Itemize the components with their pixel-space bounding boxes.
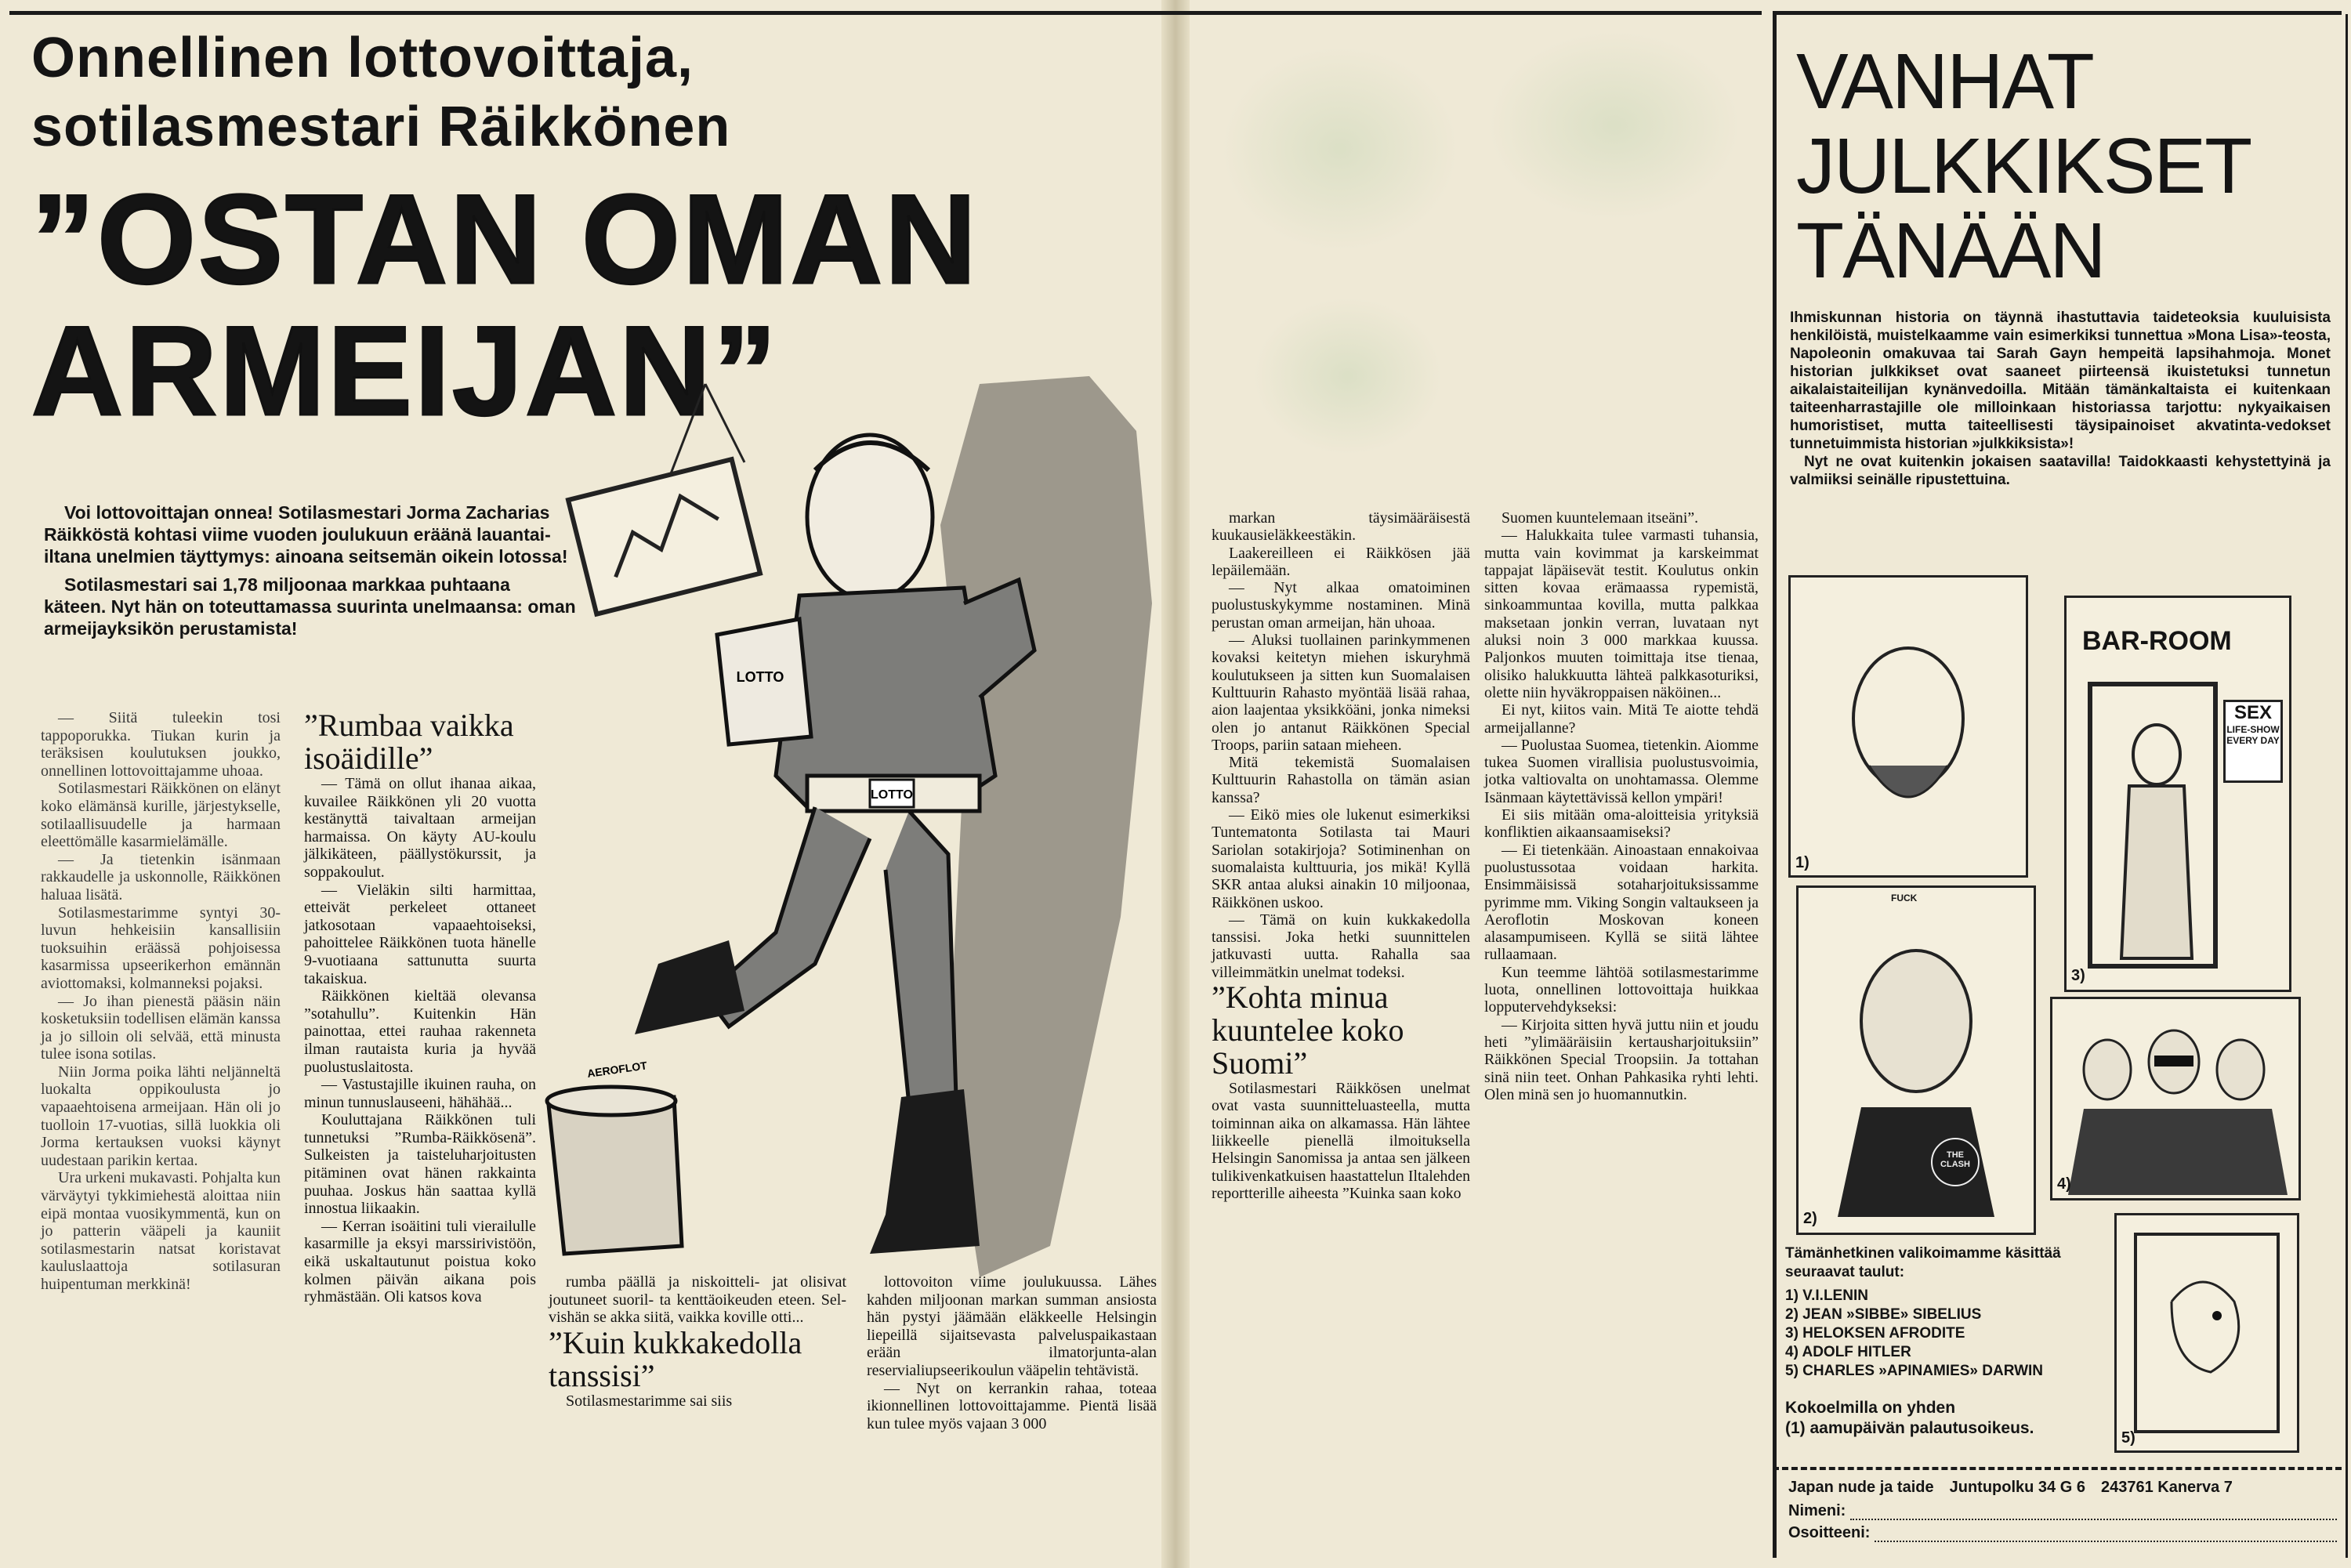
body-paragraph: Sotilasmestari Räikkönen on elänyt koko elämänsä kurille, järjestykselle, sotilaallisuudelle ja harmaan eleettömälle kasarmielämälle.: [41, 780, 281, 851]
bin-label: AEROFLOT: [586, 1059, 648, 1080]
frame-number: 3): [2071, 967, 2085, 984]
intro-paragraph: Sotilasmestari sai 1,78 miljoonaa markkaa puhtaana käteen. Nyt hän on toteuttamassa suurinta unelmaansa: oman armeijayksikön perustamista!: [44, 574, 576, 639]
return-policy-note: [1785, 1398, 2130, 1439]
belt-buckle-label: LOTTO: [871, 788, 913, 802]
sex-show-poster: [2223, 700, 2283, 783]
art-frame-1: [1788, 575, 2028, 878]
sibelius-portrait: [1799, 888, 2034, 1233]
poster-line-2: LIFE-SHOW: [2226, 724, 2280, 735]
top-rule: [9, 11, 1762, 15]
body-paragraph: — Puolustaa Suomea, tietenkin. Aiomme tukea Suomen virallisia puolustusvoimia, jotka valtiovalta on unohtamassa. Olemme Isänmaan käytettävissä kellon ympäri!: [1484, 736, 1759, 806]
frame-number: 4): [2057, 1175, 2071, 1193]
list-item: 4) ADOLF HITLER: [1785, 1344, 1911, 1360]
article-intro: [44, 502, 577, 646]
ad-title-line-3: TÄNÄÄN: [1796, 207, 2105, 295]
body-paragraph: — Kirjoita sitten hyvä juttu niin et joudu heti ”ylimääräisiin kertausharjoituksiin” Räikkönen Special Troopsiin. Ja tottahan sinä niin teet. Onhan Pahkasika ryhti lehti. Olen minä sen jo huomannutkin.: [1484, 1016, 1759, 1103]
body-paragraph: Sotilasmestari Räikkösen unelmat ovat vasta suunnitteluasteella, mutta toiminnan aika on alkamassa. Hän lähtee liikkeelle pienellä ilmoituksella Helsingin Sanomissa ja antaa sen jälkeen tulikivenkatkuisen haastattelun Iltalehden reportterille aiheesta ”Kuinka saan koko: [1212, 1080, 1470, 1202]
ad-title-line-1: VANHAT: [1796, 38, 2093, 125]
body-paragraph: — Kerran isoäitini tuli vierailulle kasarmille ja eksyi marssirivistöön, eikä uskaltautunut poistua koko kolmen päivän aikana pois ryhmästään. Oli katsos kova: [304, 1217, 536, 1306]
body-paragraph: — Ei tietenkään. Ainoastaan ennakoivaa puolustussotaa voidaan harkita. Ensimmäisissä sotaharjoituksissamme pyrimme mm. Viking Songin valtaukseen ja Aeroflotin Moskovan koneen alasampumiseen. Kyllä se siitä lähtee rullaamaan.: [1484, 841, 1759, 964]
art-frame-4: [2050, 997, 2301, 1200]
body-paragraph: Niin Jorma poika lähti neljänneltä luokalta oppikoulusta jo vapaaehtoisena armeijaan. Hän oli jo tuolloin 17-vuotias, sillä luokkia oli Jorma kertauksen vuoksi käynyt uudestaan parikin kertaa.: [41, 1063, 281, 1169]
name-label: Nimeni:: [1788, 1502, 1846, 1519]
coupon-phone: 243761 Kanerva 7: [2100, 1478, 2233, 1496]
frame-number: 1): [1795, 854, 1809, 871]
subheading-kohta-minua: ”Kohta minua kuuntelee koko Suomi”: [1212, 980, 1404, 1081]
address-line[interactable]: [1875, 1526, 2337, 1542]
ad-paragraph: Nyt ne ovat kuitenkin jokaisen saatavilla! Taidokkaasti kehystettyinä ja valmiiksi seinälle ripustettuina.: [1790, 454, 2331, 488]
body-paragraph: Sotilasmestarimme sai siis: [566, 1392, 733, 1410]
darwin-portrait: [2117, 1215, 2297, 1450]
body-paragraph: Kun teemme lähtöä sotilasmestarimme luota, onnellinen lottovoittaja huikkaa lopputervehdykseksi:: [1484, 963, 1759, 1016]
bleed-stain: [1254, 298, 1442, 454]
frame-top-word: FUCK: [1891, 893, 1918, 904]
headline-line-1: ”OSTAN OMAN: [31, 168, 979, 310]
body-paragraph: — Tämä on ollut ihanaa aikaa, kuvailee Räikkönen yli 20 vuotta kestänyttä taivaltaan armeijan harmaissa. On käyty AU-koulu jälkikäteen, päällystökurssit, ja soppakoulut.: [304, 775, 536, 881]
body-paragraph: lottovoiton viime joulukuussa. Lähes kahden miljoonan markan summan ansiosta hän pystyi jäämään eläkkeelle Helsingin liepeillä sijaitsevasta palveluspaikastaan erään ilmatorjunta-alan reservialiupseerikoulun vääpelin tehtävistä.: [867, 1273, 1157, 1379]
body-paragraph: Suomen kuuntelemaan itseäni”.: [1502, 509, 1699, 527]
hitler-group-portrait: [2052, 999, 2298, 1198]
clash-badge: THE CLASH: [1940, 1150, 1970, 1169]
art-frame-2: [1796, 885, 2036, 1235]
art-frame-5: [2114, 1213, 2299, 1453]
coupon-brand: Japan nude ja taide: [1788, 1478, 1934, 1496]
body-paragraph: — Vieläkin silti harmittaa, etteivät perkeleet ottaneet jatkosotaan vapaaehtoiseksi, pahoittelee Räikkönen tuota hänelle 9-vuotiaana sattunutta suurta takaiskua.: [304, 881, 536, 987]
note-line-2: (1) aamupäivän palautusoikeus.: [1785, 1419, 2034, 1437]
body-paragraph: Ura urkeni mukavasti. Pohjalta kun värväytyi tykkimiehestä aloittaa niin eipä montaa vuosikymmentä, kun on jo patterin vääpeli ja kauniit sotilasmestarin natsat koristavat kauluslaattoja sotilasuran huipentuman merkkinä!: [41, 1169, 281, 1293]
address-label: Osoitteeni:: [1788, 1524, 1871, 1541]
aphrodite-figure: [2067, 598, 2289, 990]
body-paragraph: rumba päällä ja niskoitteli- jat olisivat joutuneet suoril- ta kenttäoikeuden eteen. Sel- vishän se akka siitä, vaikka koville otti...: [549, 1273, 846, 1327]
body-paragraph: — Jo ihan pienestä pääsin näin kosketuksiin todellisen elämän kanssa ja jo silloin oli selvää, että minusta tulee isona sotilas.: [41, 992, 281, 1063]
body-paragraph: — Eikö mies ole lukenut esimerkiksi Tuntematonta Sotilasta tai Mauri Sariolan sotakirjoja? Sotiminenhan on suomalaista kulttuuria, jos mikä! Kyllä SKR antaa aluksi ainakin 10 miljoonaa, Räikkönen uskoo.: [1212, 806, 1470, 911]
body-paragraph: — Ja tietenkin isänmaan rakkaudelle ja uskonnolle, Räikkönen haluaa lisätä.: [41, 850, 281, 904]
frame-number: 2): [1803, 1210, 1817, 1227]
ad-list: [1785, 1244, 2114, 1381]
bar-room-sign: BAR-ROOM: [2082, 626, 2232, 656]
article-column-1: [41, 709, 281, 1294]
body-paragraph: Kouluttajana Räikkönen tuli tunnetuksi ”Rumba-Räikkösenä”. Sulkeisten ja taisteluharjoitusten pitäminen ovat hänen rakkainta puuhaa. Joskus hän saattaa kyllä innostua liikaakin.: [304, 1111, 536, 1218]
list-item: 2) JEAN »SIBBE» SIBELIUS: [1785, 1306, 1982, 1323]
body-paragraph: — Vastustajille ikuinen rauha, on minun tunnuslauseeni, hähähää...: [304, 1076, 536, 1111]
order-coupon: [1788, 1476, 2337, 1542]
ad-body: [1790, 309, 2331, 489]
ad-title: [1796, 39, 2345, 293]
body-paragraph: Mitä tekemistä Suomalaisen Kulttuurin Rahastolla on tämän asian kanssa?: [1212, 754, 1470, 806]
lenin-portrait: [1791, 578, 2026, 875]
list-item: 3) HELOKSEN AFRODITE: [1785, 1325, 1965, 1342]
intro-paragraph: Voi lottovoittajan onnea! Sotilasmestari Jorma Zacharias Räikköstä kohtasi viime vuoden joulukuun eräänä lauantai-iltana unelmien täyttymys: ainoana seitsemän oikein lotossa!: [44, 502, 568, 567]
headline-line-2: ARMEIJAN”: [31, 300, 780, 442]
body-paragraph: — Aluksi tuollainen parinkymmenen kovaksi keitetyn miehen iskuryhmä koulutukseen ja sitten kun Suomalaisen Kulttuurin Rahasto myöntää lisää rahaa, aion laajentaa yksikköäni, jonka nimeksi olen jo antanut Räikkönen Special Troops, pariin sataan mieheen.: [1212, 632, 1470, 754]
ad-title-line-2: JULKKIKSET: [1796, 122, 2251, 210]
body-paragraph: Sotilasmestarimme syntyi 30-luvun hehkeisiin kansallisiin tuoksuihin eräässä pohjoisessa kasarmissa upseerikerhon emännän aviottomaksi, kolmanneksi pojaksi.: [41, 904, 281, 992]
poster-line-1: SEX: [2233, 702, 2273, 723]
frame-number: 5): [2121, 1429, 2135, 1447]
coupon-address: Juntupolku 34 G 6: [1949, 1478, 2085, 1496]
kicker-line-1: Onnellinen lottovoittaja,: [31, 27, 694, 89]
poster-line-3: EVERY DAY: [2226, 735, 2280, 746]
kicker-headline: [31, 24, 1144, 161]
book-badge-label: LOTTO: [736, 669, 784, 685]
list-item: 5) CHARLES »APINAMIES» DARWIN: [1785, 1363, 2044, 1379]
subheading-kukkakedolla: ”Kuin kukkakedolla tanssisi”: [549, 1324, 802, 1393]
body-paragraph: Laakereilleen ei Räikkösen jää lepäilemään.: [1212, 544, 1470, 579]
address-field[interactable]: [1788, 1520, 2337, 1542]
coupon-header: [1788, 1476, 2337, 1498]
body-paragraph: — Nyt alkaa omatoiminen puolustuskykymme nostaminen. Minä perustan oman armeijan, hän uhoaa.: [1212, 579, 1470, 632]
bleed-stain: [1223, 47, 1458, 251]
body-paragraph: Ei siis mitään oma-aloitteisia yrityksiä konfliktien aikaansaamiseksi?: [1484, 806, 1759, 842]
ad-paragraph: Ihmiskunnan historia on täynnä ihastuttavia taideteoksia kuuluisista henkilöistä, muistelkaamme vain esimerkiksi tunnettua »Mona Lisa»-teosta, Napoleonin omakuvaa tai Sarah Gayn hempeitä lapsihahmoja. Monet historian julkkikset ovat saaneet piirteensä ikuistetuksi tunnetun aikalaistaiteilijan kynänvedoilla. Mitään tämänkaltaista ei kuitenkaan taiteenharrastajille ole milloinkaan historiassa tarjottu: nykyaikaisen humoristiset, mutta taiteellisesti täysipainoiset akvatinta-vedokset tunnetuimmista historian »julkkiksista»!: [1790, 310, 2331, 452]
ad-list-intro: Tämänhetkinen valikoimamme käsittää seuraavat taulut:: [1785, 1245, 2061, 1280]
art-frame-3: [2064, 596, 2291, 992]
coupon-cut-line: [1773, 1467, 2342, 1470]
body-paragraph: — Siitä tuleekin tosi tappoporukka. Tiukan kurin ja teräksisen koulutuksen joukko, onnellinen lottovoittajamme uhoaa.: [41, 709, 281, 780]
body-paragraph: Räikkönen kieltää olevansa ”sotahullu”. Kuitenkin Hän painottaa, ettei rauhaa rakenneta ilman rautaista kuria ja hyvää puolustuslaitosta.: [304, 987, 536, 1076]
soldier-illustration: [541, 368, 1168, 1301]
subheading-rumbaa: ”Rumbaa vaikka isoäidille”: [304, 708, 514, 776]
kicker-line-2: sotilasmestari Räikkönen: [31, 96, 731, 158]
article-column-5: [1484, 509, 1759, 1103]
note-line-1: Kokoelmilla on yhden: [1785, 1399, 1956, 1417]
body-paragraph: Ei nyt, kiitos vain. Mitä Te aiotte tehdä armeijallanne?: [1484, 701, 1759, 737]
list-item: 1) V.I.LENIN: [1785, 1287, 1868, 1304]
body-paragraph: — Halukkaita tulee varmasti tuhansia, mutta vain kovimmat ja karskeimmat tappajat läpäisevät testit. Koulutus onkin sitten kovaa erämaassa rypemistä, sinkoammuntaa kovilla, mutta palkkaa maksetaan jonkin verran, luvataan nyt aluksi noin 3 000 markkaa kuussa. Paljonkos muuten toimittaja itse tienaa, olisiko halukkuutta lähteä palkkasoturiksi, olette niin hyväkroppaisen näköinen...: [1484, 527, 1759, 701]
body-paragraph: — Nyt on kerrankin rahaa, toteaa ikionnellinen lottovoittajamme. Pientä lisää kun tulee myös vajaan 3 000: [867, 1379, 1157, 1432]
article-column-2: [304, 709, 536, 1306]
article-column-4: [1212, 509, 1470, 1202]
name-field[interactable]: [1788, 1498, 2337, 1520]
bleed-stain: [1489, 31, 1740, 219]
body-paragraph: markan täysimääräisestä kuukausieläkkeestäkin.: [1212, 509, 1470, 545]
name-line[interactable]: [1850, 1505, 2337, 1520]
body-paragraph: — Tämä on kuin kukkakedolla tanssisi. Joka hetki suunnittelen jatkuvasti uutta. Rahalla saa villeimmätkin unelmat todeksi.: [1212, 911, 1470, 981]
